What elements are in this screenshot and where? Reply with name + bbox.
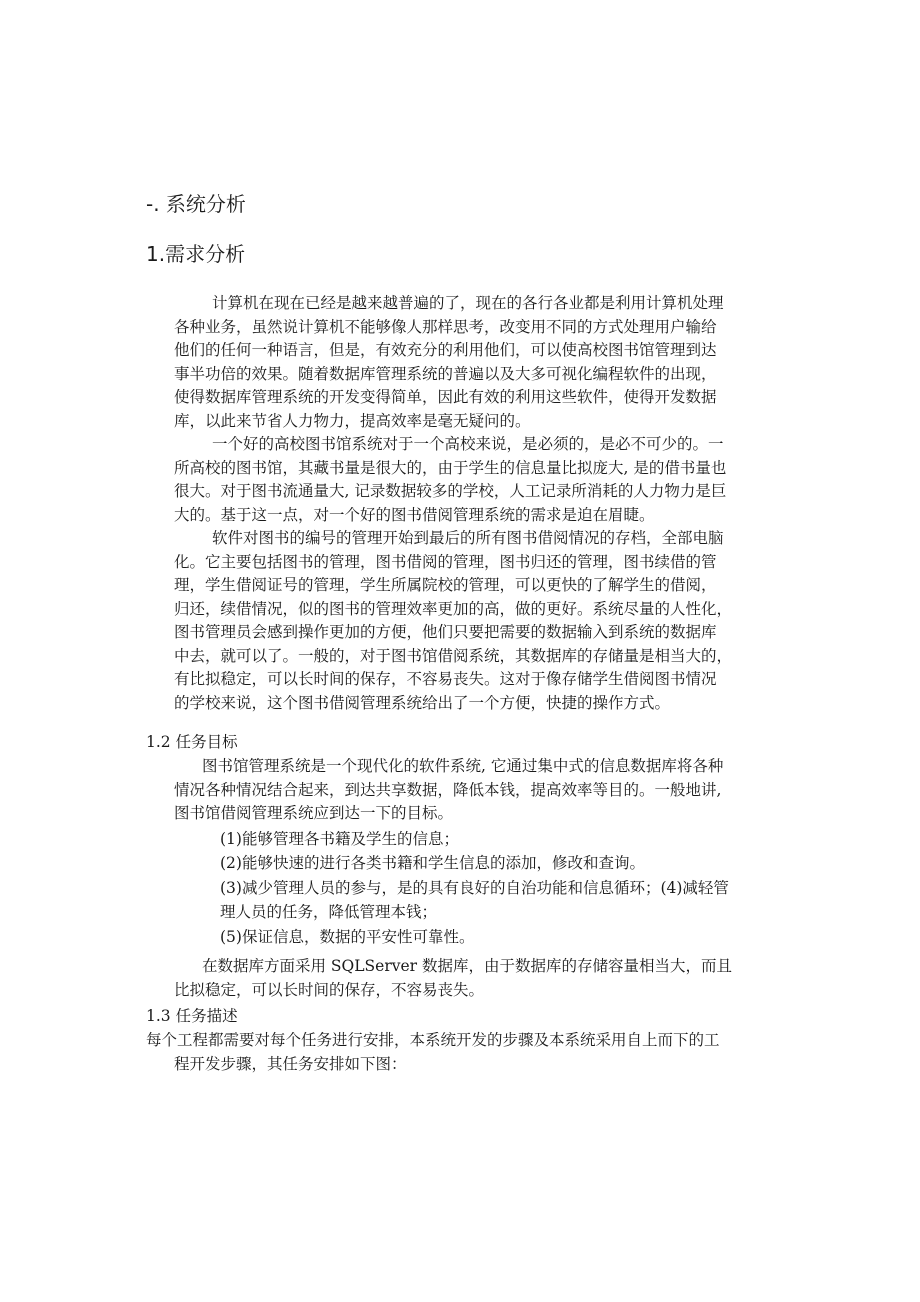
paragraph-requirements-3 [174,527,779,715]
paragraph-line: 在数据库方面采用 SQLServer 数据库，由于数据库的存储容量相当大，而且 [202,957,733,975]
paragraph-line: 理，学生借阅证号的管理，学生所属院校的管理，可以更快的了解学生的借阅， [174,576,717,594]
paragraph-line: 大的。基于这一点，对一个好的图书借阅管理系统的需求是迫在眉睫。 [174,505,655,524]
paragraph-task-description [146,1029,776,1076]
paragraph-requirements-1 [174,292,774,433]
paragraph-line: 很大。对于图书流通量大, 记录数据较多的学校，人工记录所消耗的人力物力是巨 [174,482,727,500]
paragraph-task-goals [174,755,779,826]
goal-item-3-continued: 理人员的任务，降低管理本钱； [220,903,438,921]
paragraph-line: 中去，就可以了。一般的，对于图书馆借阅系统，其数据库的存储量是相当大的， [174,646,733,665]
paragraph-line: 一个好的高校图书馆系统对于一个高校来说，是必须的，是必不可少的。一 [212,435,724,453]
paragraph-line: 图书管理员会感到操作更加的方便，他们只要把需要的数据输入到系统的数据库 [174,623,717,641]
paragraph-line: 比拟稳定，可以长时间的保存，不容易丧失。 [174,980,485,999]
paragraph-line: 计算机在现在已经是越来越普遍的了，现在的各行各业都是利用计算机处理 [212,294,724,312]
paragraph-line: 化。它主要包括图书的管理，图书借阅的管理，图书归还的管理，图书续借的管 [174,552,717,571]
heading-task-goals: 1.2 任务目标 [146,733,238,751]
paragraph-line: 使得数据库管理系统的开发变得简单，因此有效的利用这些软件，使得开发数据 [174,388,717,406]
paragraph-line: 软件对图书的编号的管理开始到最后的所有图书借阅情况的存档，全部电脑 [212,529,724,547]
paragraph-line: 情况各种情况结合起来，到达共享数据，降低本钱，提高效率等目的。一般地讲, [174,780,722,799]
paragraph-line: 所高校的图书馆，其藏书量是很大的，由于学生的信息量比拟庞大, 是的借书量也 [174,458,727,477]
goal-item-1: (1)能够管理各书籍及学生的信息； [220,830,459,848]
paragraph-line: 他们的任何一种语言，但是，有效充分的利用他们，可以使高校图书馆管理到达 [174,341,717,359]
paragraph-line: 图书馆借阅管理系统应到达一下的目标。 [174,804,454,822]
paragraph-requirements-2 [174,433,774,527]
paragraph-line: 每个工程都需要对每个任务进行安排，本系统开发的步骤及本系统采用自上而下的工 [146,1031,720,1049]
paragraph-line: 的学校来说，这个图书借阅管理系统给出了一个方便，快捷的操作方式。 [174,693,671,712]
paragraph-database [174,955,774,1002]
paragraph-line: 事半功倍的效果。随着数据库管理系统的普遍以及大多可视化编程软件的出现， [174,364,717,383]
goal-item-3: (3)减少管理人员的参与，是的具有良好的自治功能和信息循环；(4)减轻管 [220,879,729,897]
paragraph-line: 各种业务，虽然说计算机不能够像人那样思考，改变用不同的方式处理用户输给 [174,317,717,336]
paragraph-line: 库，以此来节省人力物力，提高效率是毫无疑问的。 [174,411,531,430]
heading-requirements-analysis: 1.需求分析 [146,242,246,266]
paragraph-line: 归还，续借情况，似的图书的管理效率更加的高，做的更好。系统尽量的人性化， [174,599,733,618]
paragraph-line: 程开发步骤，其任务安排如下图： [174,1054,407,1073]
heading-task-description: 1.3 任务描述 [146,1007,238,1025]
goal-item-5: (5)保证信息，数据的平安性可靠性。 [220,928,475,946]
paragraph-line: 有比拟稳定，可以长时间的保存，不容易丧失。这对于像存储学生借阅图书情况 [174,670,717,688]
paragraph-line: 图书馆管理系统是一个现代化的软件系统, 它通过集中式的信息数据库将各种 [202,757,724,775]
goal-item-2: (2)能够快速的进行各类书籍和学生信息的添加，修改和查询。 [220,854,645,872]
section-title: -. 系统分析 [146,192,246,216]
